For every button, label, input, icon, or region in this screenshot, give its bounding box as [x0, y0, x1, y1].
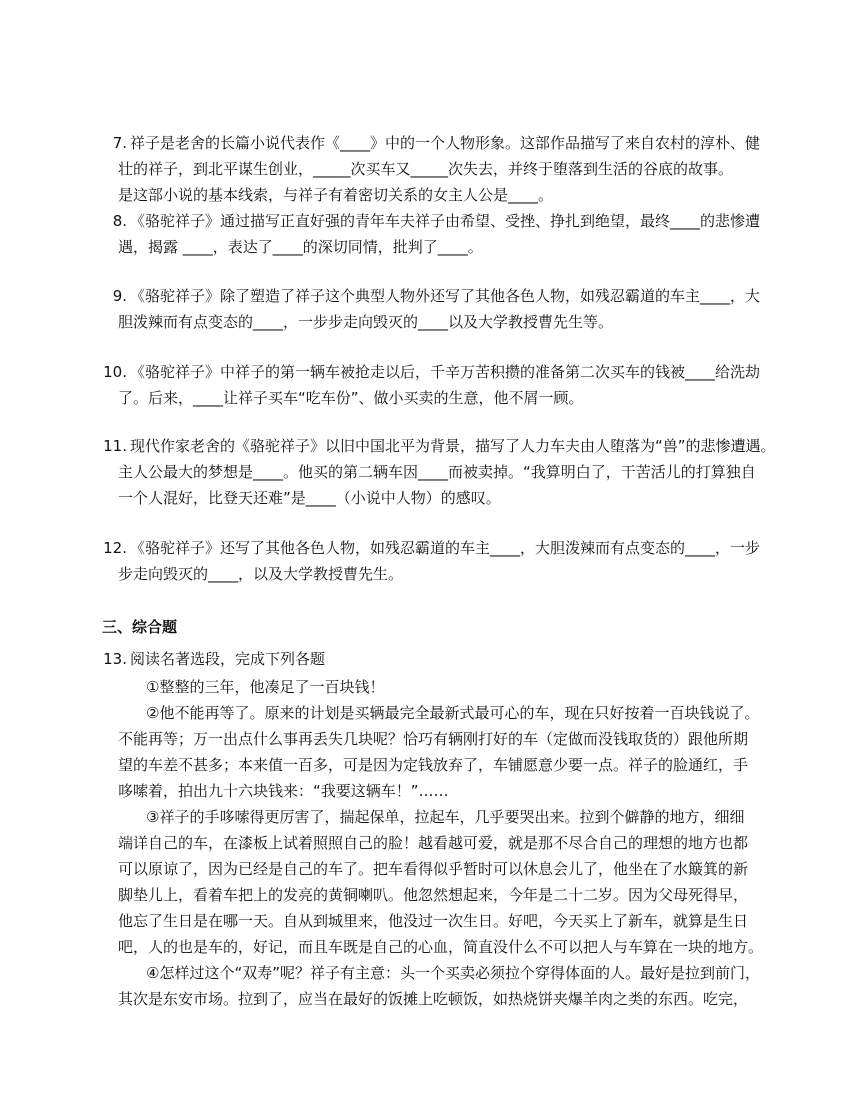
- question-number: 13.: [103, 650, 127, 668]
- text-line: 脚垫儿上，看着车把上的发亮的黄铜喇叭。他忽然想起来，今年是二十二岁。因为父母死得早，: [118, 886, 749, 904]
- question-number: 8.: [112, 212, 127, 230]
- question-number: 12.: [103, 539, 127, 557]
- text-line: 可以原谅了，因为已经是自己的车了。把车看得似乎暂时可以休息会儿了，他坐在了水簸箕的新: [118, 860, 749, 878]
- passage: [118, 674, 763, 1012]
- text-line: 《骆驼祥子》除了塑造了祥子这个典型人物外还写了其他各色人物，如残忍霸道的车主____，大: [130, 287, 761, 305]
- text-line: ②他不能再等了。原来的计划是买辆最完全最新式最可心的车，现在只好按着一百块钱说了。: [146, 704, 760, 722]
- text-line: 现代作家老舍的《骆驼祥子》以旧中国北平为背景，描写了人力车夫由人堕落为“兽”的悲惨遭遇。: [130, 437, 776, 455]
- text-line: 壮的祥子，到北平谋生创业，_____次买车又_____次失去，并终于堕落到生活的谷底的故事。: [118, 160, 734, 178]
- question-text: [118, 284, 762, 336]
- text-line: 哆嗦着，拍出九十六块钱来：“我要这辆车！”……: [118, 782, 449, 800]
- passage-paragraph-3: [118, 804, 763, 960]
- text-line: 一个人混好，比登天还难”是____（小说中人物）的感叹。: [118, 489, 501, 507]
- question-text: [118, 536, 762, 588]
- question-number: 9.: [112, 287, 127, 305]
- question-text: [118, 209, 762, 261]
- question-number: 11.: [103, 437, 127, 455]
- text-line: 遇，揭露 ____，表达了____的深切同情，批判了____。: [118, 238, 483, 256]
- text-line: 吧，人的也是车的，好记，而且车既是自己的心血，简直没什么不可以把人与车算在一块的地方。: [118, 938, 764, 956]
- text-line: 祥子是老舍的长篇小说代表作《____》中的一个人物形象。这部作品描写了来自农村的淳朴、健: [130, 134, 761, 152]
- passage-paragraph-4: [118, 960, 763, 1012]
- text-line: 了。后来，____让祥子买车“吃车份”、做小买卖的生意，他不屑一顾。: [118, 389, 584, 407]
- text-line: 是这部小说的基本线索，与祥子有着密切关系的女主人公是____。: [118, 186, 554, 204]
- question-text: [118, 360, 762, 412]
- text-line: ③祥子的手哆嗦得更厉害了，揣起保单，拉起车，几乎要哭出来。拉到个僻静的地方，细细: [146, 808, 745, 826]
- text-line: 《骆驼祥子》还写了其他各色人物，如残忍霸道的车主____，大胆泼辣而有点变态的____，一步: [130, 539, 761, 557]
- text-line: 主人公最大的梦想是____。他买的第二辆车因____而被卖掉。“我算明白了，干苦活儿的打算独自: [118, 463, 756, 481]
- passage-paragraph-1: [118, 674, 763, 700]
- text-line: 其次是东安市场。拉到了，应当在最好的饭摊上吃顿饭，如热烧饼夹爆羊肉之类的东西。吃完，: [118, 990, 749, 1008]
- text-line: 《骆驼祥子》中祥子的第一辆车被抢走以后，千辛万苦积攒的准备第二次买车的钱被____给洗劫: [130, 363, 761, 381]
- passage-paragraph-2: [118, 700, 763, 804]
- text-line: 不能再等；万一出点什么事再丢失几块呢？恰巧有辆刚打好的车（定做而没钱取货的）跟他所期: [118, 730, 749, 748]
- question-text: [118, 131, 762, 209]
- section-title: 三、综合题: [102, 618, 178, 636]
- text-line: 端详自己的车，在漆板上试着照照自己的脸！越看越可爱，就是那不尽合自己的理想的地方也都: [118, 834, 749, 852]
- text-line: 胆泼辣而有点变态的____，一步步走向毁灭的____以及大学教授曹先生等。: [118, 313, 614, 331]
- question-text: [118, 434, 776, 512]
- text-line: 《骆驼祥子》通过描写正直好强的青年车夫祥子由希望、受挫、挣扎到绝望，最终____的悲惨遭: [130, 212, 761, 230]
- text-line: 步走向毁灭的____，以及大学教授曹先生。: [118, 565, 404, 583]
- question-number: 10.: [103, 363, 127, 381]
- text-line: ④怎样过这个“双寿”呢？祥子有主意：头一个买卖必须拉个穿得体面的人。最好是拉到前门，: [146, 964, 760, 982]
- question-number: 7.: [112, 134, 127, 152]
- question-intro: [130, 647, 762, 673]
- text-line: 阅读名著选段，完成下列各题: [130, 650, 326, 668]
- text-line: 他忘了生日是在哪一天。自从到城里来，他没过一次生日。好吧，今天买上了新车，就算是生日: [118, 912, 749, 930]
- text-line: ①整整的三年，他凑足了一百块钱！: [146, 678, 385, 696]
- text-line: 望的车差不甚多；本来值一百多，可是因为定钱放弃了，车铺愿意少要一点。祥子的脸通红，手: [118, 756, 749, 774]
